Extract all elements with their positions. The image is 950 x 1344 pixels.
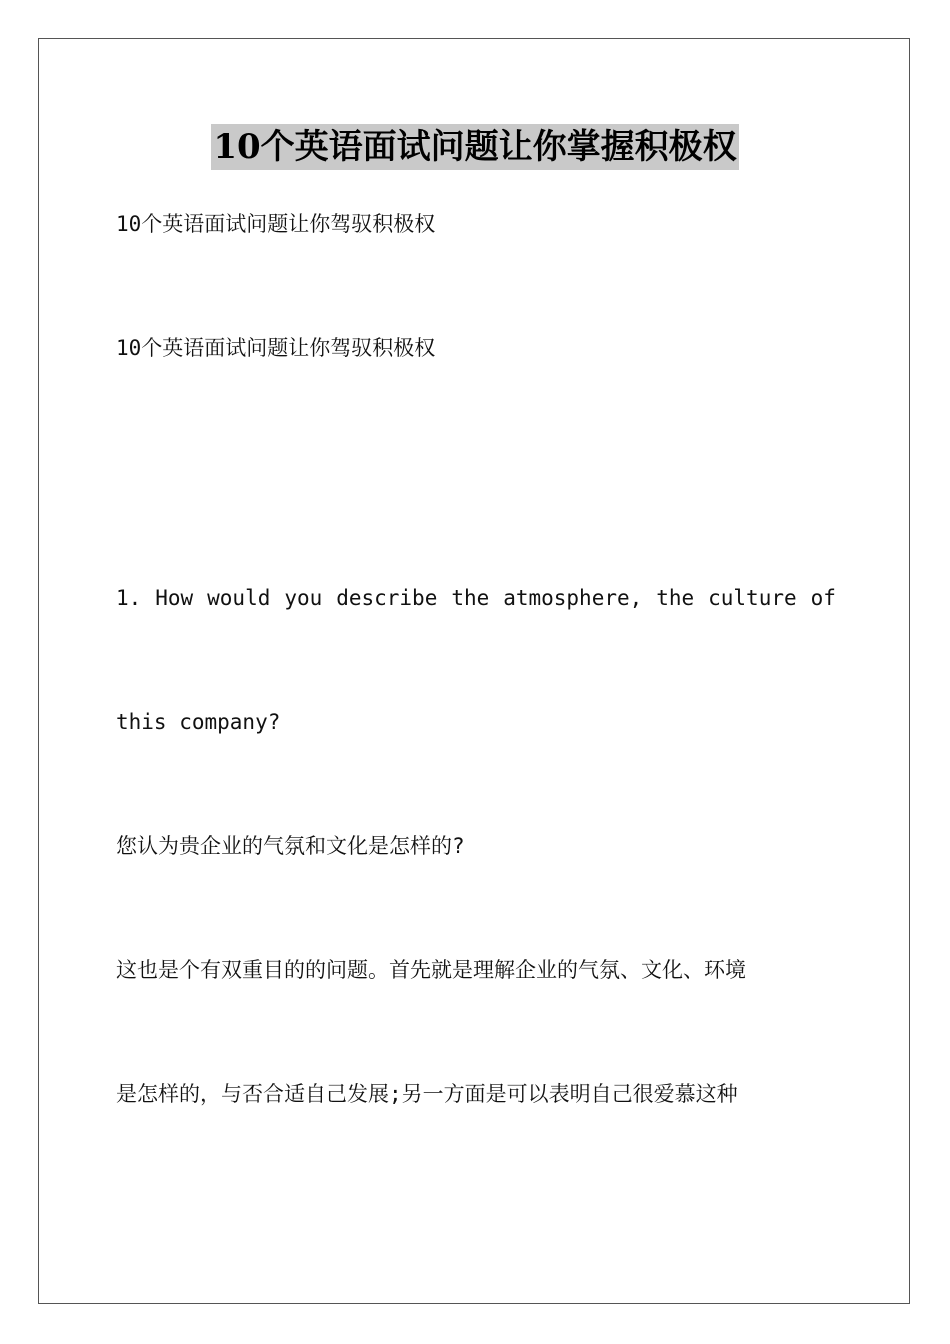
question-1-word: the xyxy=(656,586,695,610)
question-1-word: of xyxy=(810,586,836,610)
question-1-word: the xyxy=(451,586,490,610)
question-1-word: describe xyxy=(336,586,438,610)
question-1-word: would xyxy=(207,586,271,610)
subtitle-line-2: 10个英语面试问题让你驾驭积极权 xyxy=(116,336,436,360)
subtitle-line-1: 10个英语面试问题让你驾驭积极权 xyxy=(116,212,436,236)
question-1-chinese: 您认为贵企业的气氛和文化是怎样的? xyxy=(116,834,465,858)
answer-line-1: 这也是个有双重目的的问题。首先就是理解企业的气氛、文化、环境 xyxy=(116,958,746,982)
question-1-word: you xyxy=(284,586,323,610)
question-1-word: culture xyxy=(708,586,797,610)
document-title: 10个英语面试问题让你掌握积极权 xyxy=(211,124,738,170)
question-1-word: 1. xyxy=(116,586,142,610)
title-container xyxy=(0,124,950,170)
question-1-word: How xyxy=(155,586,194,610)
question-1-line xyxy=(116,584,836,612)
question-1-continuation: this company? xyxy=(116,710,281,734)
answer-line-2: 是怎样的，与否合适自己发展;另一方面是可以表明自己很爱慕这种 xyxy=(116,1082,738,1106)
question-1-word: atmosphere, xyxy=(503,586,643,610)
